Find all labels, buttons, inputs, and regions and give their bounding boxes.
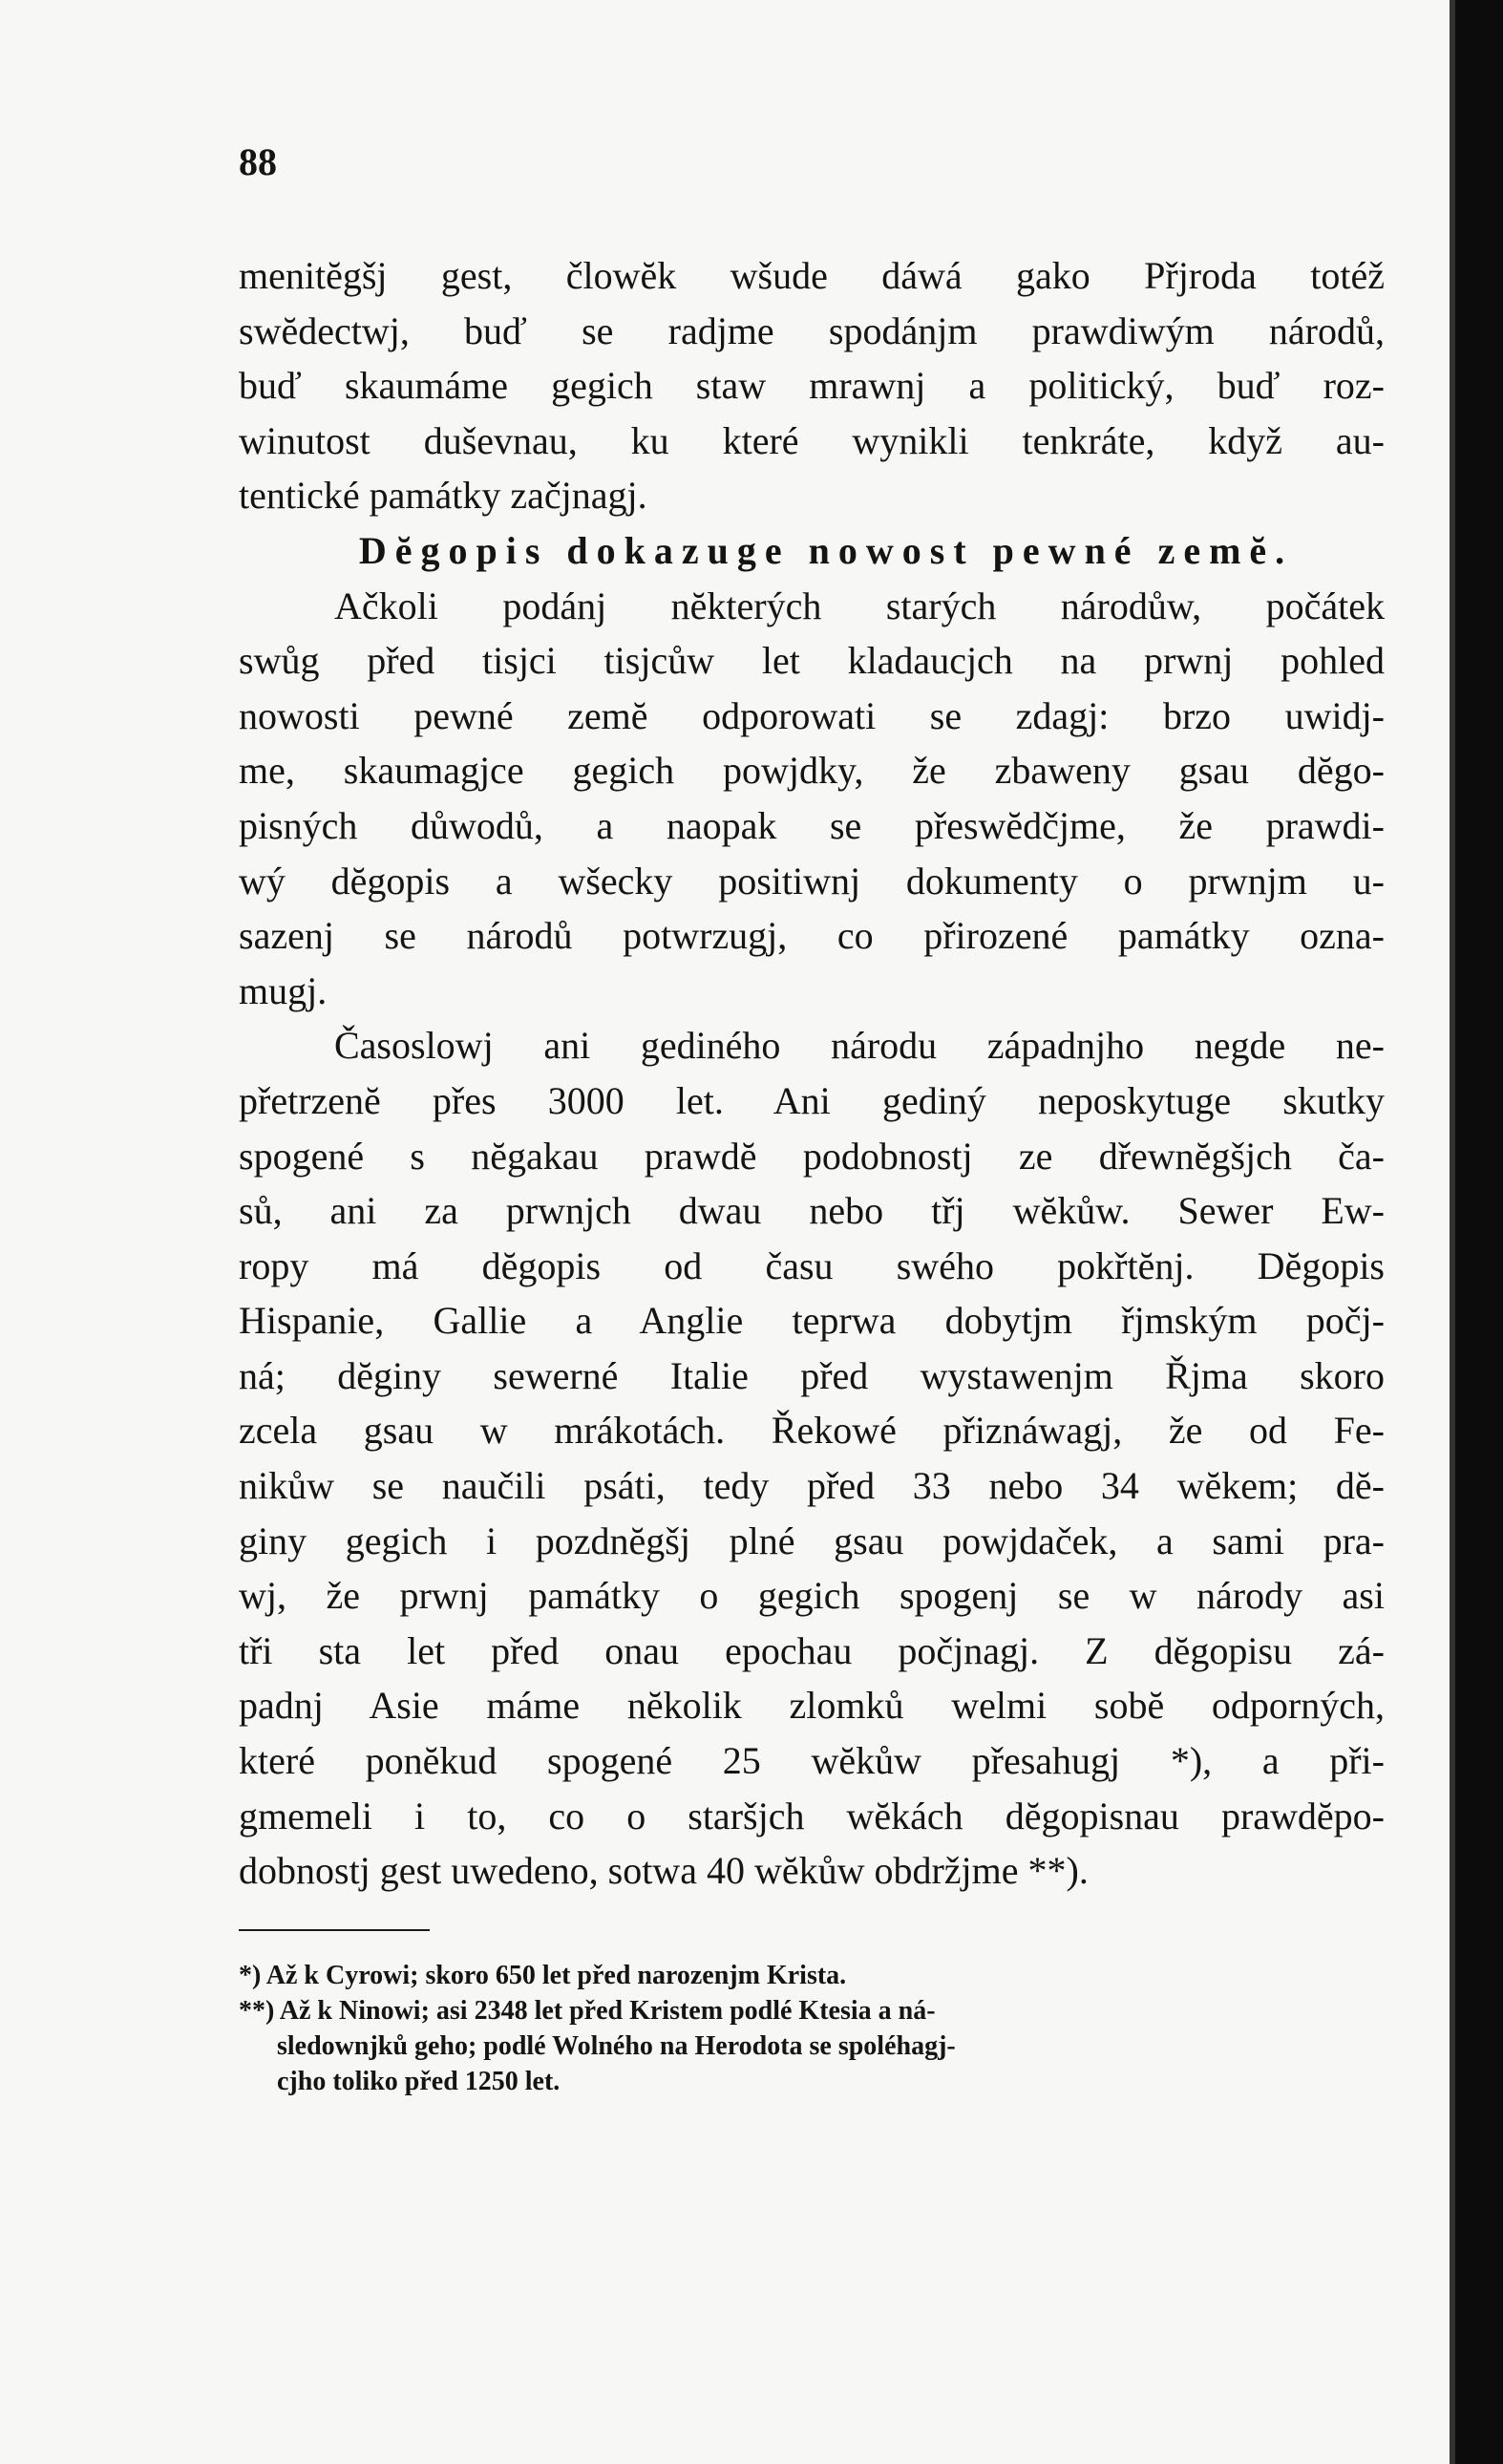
text-line: které ponĕkud spogené 25 wĕkůw přesahugj *), a při-	[239, 1739, 1385, 1783]
text-line: giny gegich i pozdnĕgšj plné gsau powjdaček, a sami pra-	[239, 1519, 1385, 1562]
paragraph	[239, 248, 1385, 523]
book-page	[239, 140, 1385, 2099]
page-number: 88	[239, 140, 277, 183]
text-line: nowosti pewné zemĕ odporowati se zdagj: brzo uwidj-	[239, 693, 1385, 737]
text-line: winutost duševnau, ku které wynikli tenkráte, když au-	[239, 418, 1385, 462]
text-line: zcela gsau w mrákotách. Řekowé přiznáwagj, že od Fe-	[239, 1409, 1385, 1453]
text-line: wj, že prwnj památky o gegich spogenj se w národy asi	[239, 1574, 1385, 1618]
footnote-line: sledownjků geho; podlé Wolného na Herodota se spoléhagj-	[277, 2030, 956, 2061]
text-line: dobnostj gest uwedeno, sotwa 40 wĕkůw obdržjme **).	[239, 1849, 1089, 1893]
footnote-line: *) Až k Cyrowi; skoro 650 let před narozenjm Krista.	[239, 1960, 847, 1990]
body-text	[239, 248, 1385, 1899]
text-line: přetrzenĕ přes 3000 let. Ani gediný neposkytuge skutky	[239, 1078, 1385, 1122]
text-line: swůg před tisjci tisjcůw let kladaucjch na prwnj pohled	[239, 639, 1385, 683]
text-line: ropy má dĕgopis od času swého pokřtĕnj. Dĕgopis	[239, 1243, 1385, 1287]
text-line: spogené s nĕgakau prawdĕ podobnostj ze dřewnĕgšjch ča-	[239, 1134, 1385, 1178]
text-line: Časoslowj ani gediného národu západnjho negde ne-	[334, 1024, 1385, 1068]
paragraph	[239, 1018, 1385, 1899]
text-line: wý dĕgopis a wšecky positiwnj dokumenty o prwnjm u-	[239, 859, 1385, 903]
text-line: tentické památky začjnagj.	[239, 474, 647, 518]
footnote-divider	[239, 1929, 430, 1931]
text-line: sů, ani za prwnjch dwau nebo třj wĕkůw. Sewer Ew-	[239, 1189, 1385, 1233]
paragraph	[239, 579, 1385, 1019]
text-line: nikůw se naučili psáti, tedy před 33 nebo 34 wĕkem; dĕ-	[239, 1464, 1385, 1508]
text-line: ná; dĕginy sewerné Italie před wystawenjm Řjma skoro	[239, 1353, 1385, 1397]
footnote-line: cjho toliko před 1250 let.	[277, 2066, 561, 2096]
text-line: buď skaumáme gegich staw mrawnj a politický, buď roz-	[239, 364, 1385, 408]
section-heading: Dĕgopis dokazuge nowost pewné zemĕ.	[358, 528, 1294, 572]
text-line: me, skaumagjce gegich powjdky, že zbaweny gsau dĕgo-	[239, 749, 1385, 793]
text-line: pisných důwodů, a naopak se přeswĕdčjme, že prawdi-	[239, 803, 1385, 847]
text-line: padnj Asie máme nĕkolik zlomků welmi sobĕ odporných,	[239, 1684, 1385, 1728]
text-line: gmemeli i to, co o staršjch wĕkách dĕgopisnau prawdĕpo-	[239, 1794, 1385, 1837]
footnote-line: **) Až k Ninowi; asi 2348 let před Kristem podlé Ktesia a ná-	[239, 1995, 936, 2026]
page-edge-shadow	[1450, 0, 1503, 2464]
text-line: mugj.	[239, 968, 328, 1012]
footnotes	[239, 1958, 1385, 2099]
text-line: swĕdectwj, buď se radjme spodánjm prawdiwým národů,	[239, 308, 1385, 352]
text-line: sazenj se národů potwrzugj, co přirozené památky ozna-	[239, 914, 1385, 958]
text-line: tři sta let před onau epochau počjnagj. Z dĕgopisu zá-	[239, 1628, 1385, 1672]
text-line: Hispanie, Gallie a Anglie teprwa dobytjm řjmským počj-	[239, 1299, 1385, 1343]
text-line: menitĕgšj gest, člowĕk wšude dáwá gako Přjroda totéž	[239, 254, 1385, 297]
text-line: Ačkoli podánj nĕkterých starých národůw, počátek	[334, 584, 1385, 627]
